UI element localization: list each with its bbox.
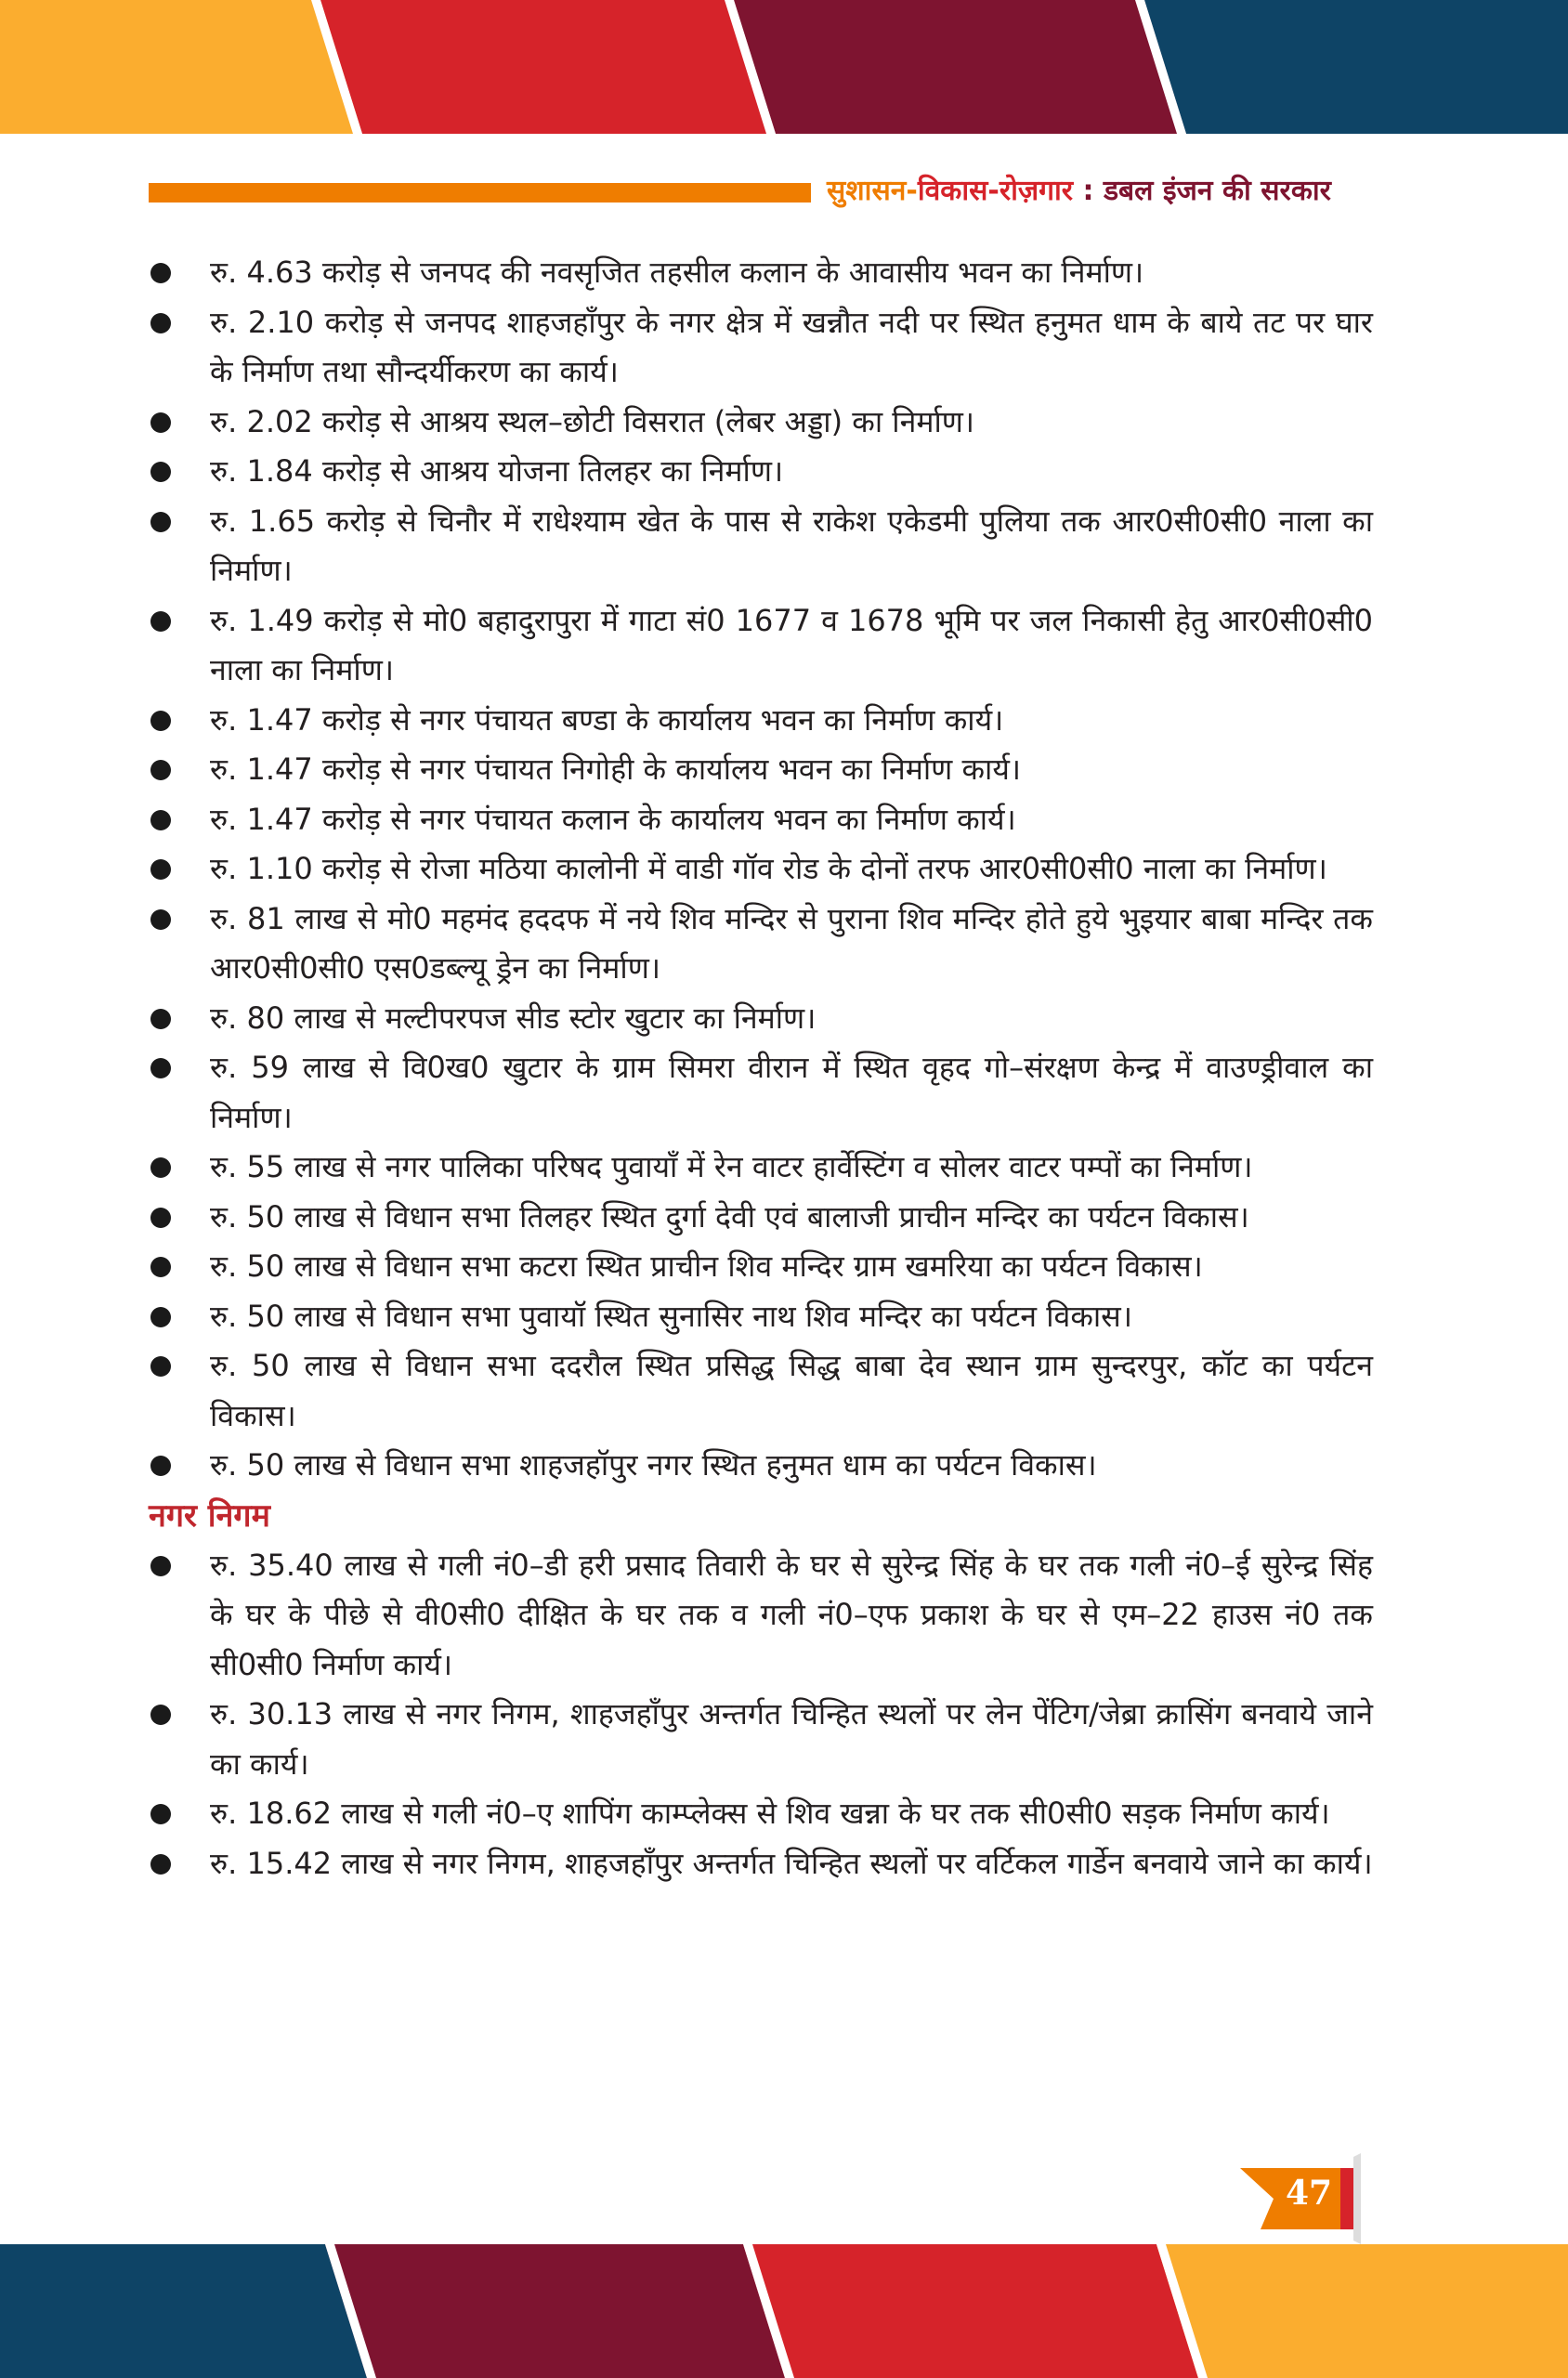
- header-title: [827, 169, 1365, 214]
- list-item: रु. 59 लाख से वि0ख0 खुटार के ग्राम सिमरा वीरान में स्थित वृहद गो–संरक्षण केन्द्र में वाउण्ड्रीवाल का निर्माण।: [149, 1043, 1373, 1143]
- header-rule: [149, 183, 811, 203]
- project-list: [149, 248, 1373, 1491]
- list-item: रु. 2.02 करोड़ से आश्रय स्थल–छोटी विसरात (लेबर अड्डा) का निर्माण।: [149, 398, 1373, 448]
- header-title-part: : डबल इंजन की सरकार: [1073, 175, 1331, 207]
- list-item: रु. 18.62 लाख से गली नं0–ए शापिंग काम्प्लेक्स से शिव खन्ना के घर तक सी0सी0 सड़क निर्माण कार्य।: [149, 1789, 1373, 1839]
- list-item: रु. 1.65 करोड़ से चिनौर में राधेश्याम खेत के पास से राकेश एकेडमी पुलिया तक आर0सी0सी0 नाला का निर्माण।: [149, 497, 1373, 596]
- list-item: रु. 55 लाख से नगर पालिका परिषद पुवायाँ में रेन वाटर हार्वेस्टिंग व सोलर वाटर पम्पों का निर्माण।: [149, 1143, 1373, 1193]
- list-item: रु. 1.47 करोड़ से नगर पंचायत कलान के कार्यालय भवन का निर्माण कार्य।: [149, 795, 1373, 845]
- list-item: रु. 1.47 करोड़ से नगर पंचायत निगोही के कार्यालय भवन का निर्माण कार्य।: [149, 745, 1373, 795]
- page-number-badge: [1240, 2153, 1365, 2244]
- nagar-nigam-list: [149, 1541, 1373, 1889]
- list-item: रु. 50 लाख से विधान सभा पुवायॉ स्थित सुनासिर नाथ शिव मन्दिर का पर्यटन विकास।: [149, 1292, 1373, 1342]
- page-number: 47: [1285, 2174, 1333, 2213]
- list-item: रु. 35.40 लाख से गली नं0–डी हरी प्रसाद तिवारी के घर से सुरेन्द्र सिंह के घर तक गली नं0–ई सुरेन्द्र सिंह के घर के पीछे से वी0सी0 दीक्षित के घर तक व गली नं0–एफ प्रकाश के घर से एम–22 हाउस नं0 तक सी0सी0 निर्माण कार्य।: [149, 1541, 1373, 1691]
- list-item: रु. 50 लाख से विधान सभा ददरौल स्थित प्रसिद्ध सिद्ध बाबा देव स्थान ग्राम सुन्दरपुर, कॉट का पर्यटन विकास।: [149, 1341, 1373, 1441]
- section-heading: नगर निगम: [149, 1496, 270, 1535]
- list-item: रु. 50 लाख से विधान सभा तिलहर स्थित दुर्गा देवी एवं बालाजी प्राचीन मन्दिर का पर्यटन विकास।: [149, 1193, 1373, 1243]
- page-content: [149, 248, 1373, 1888]
- list-item: रु. 1.49 करोड़ से मो0 बहादुरापुरा में गाटा सं0 1677 व 1678 भूमि पर जल निकासी हेतु आर0सी0सी0 नाला का निर्माण।: [149, 596, 1373, 696]
- list-item: रु. 1.10 करोड़ से रोजा मठिया कालोनी में वाडी गॉव रोड के दोनों तरफ आर0सी0सी0 नाला का निर्माण।: [149, 844, 1373, 895]
- list-item: रु. 1.47 करोड़ से नगर पंचायत बण्डा के कार्यालय भवन का निर्माण कार्य।: [149, 696, 1373, 746]
- list-item: रु. 50 लाख से विधान सभा कटरा स्थित प्राचीन शिव मन्दिर ग्राम खमरिया का पर्यटन विकास।: [149, 1242, 1373, 1292]
- list-item: रु. 4.63 करोड़ से जनपद की नवसृजित तहसील कलान के आवासीय भवन का निर्माण।: [149, 248, 1373, 298]
- list-item: रु. 50 लाख से विधान सभा शाहजहॉपुर नगर स्थित हनुमत धाम का पर्यटन विकास।: [149, 1441, 1373, 1491]
- header-title-part: सुशासन-: [827, 175, 918, 207]
- bottom-color-band: [0, 2244, 1568, 2378]
- list-item: रु. 80 लाख से मल्टीपरपज सीड स्टोर खुटार का निर्माण।: [149, 994, 1373, 1044]
- top-color-band: [0, 0, 1568, 134]
- header-title-part: रोज़गार: [999, 175, 1074, 207]
- list-item: रु. 30.13 लाख से नगर निगम, शाहजहाँपुर अन्तर्गत चिन्हित स्थलों पर लेन पेंटिग/जेब्रा क्रासिंग बनवाये जाने का कार्य।: [149, 1690, 1373, 1789]
- header-title-part: विकास-: [917, 175, 1000, 207]
- list-item: रु. 2.10 करोड़ से जनपद शाहजहाँपुर के नगर क्षेत्र में खन्नौत नदी पर स्थित हनुमत धाम के बाये तट पर घार के निर्माण तथा सौन्दर्यीकरण का कार्य।: [149, 298, 1373, 398]
- list-item: रु. 1.84 करोड़ से आश्रय योजना तिलहर का निर्माण।: [149, 447, 1373, 497]
- list-item: रु. 15.42 लाख से नगर निगम, शाहजहाँपुर अन्तर्गत चिन्हित स्थलों पर वर्टिकल गार्डेन बनवाये जाने का कार्य।: [149, 1839, 1373, 1889]
- list-item: रु. 81 लाख से मो0 महमंद हददफ में नये शिव मन्दिर से पुराना शिव मन्दिर होते हुये भुइयार बाबा मन्दिर तक आर0सी0सी0 एस0डब्ल्यू ड्रेन का निर्माण।: [149, 895, 1373, 994]
